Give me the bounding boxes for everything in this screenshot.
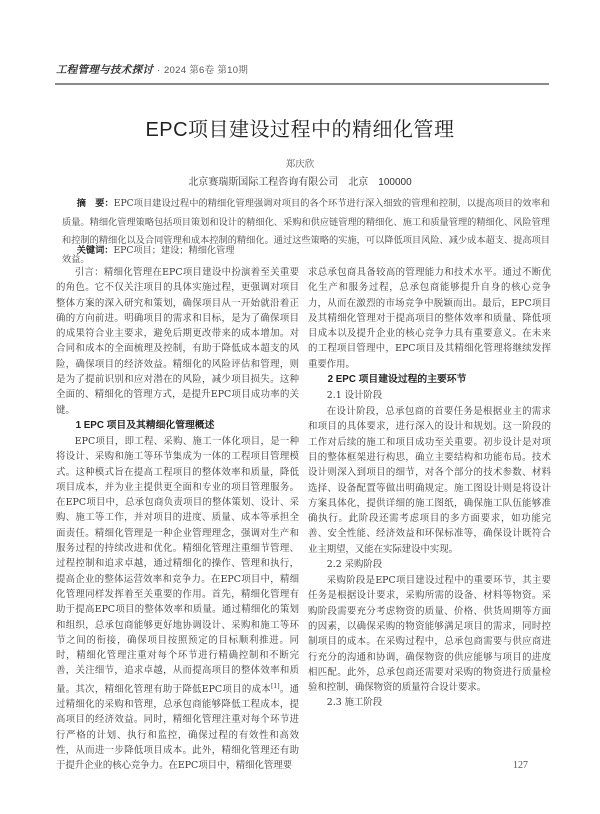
section-2-2-paragraph: 采购阶段是EPC项目建设过程中的重要环节，其主要任务是根据设计要求，采购所需的设备、材料等物资。采购阶段需要充分考虑物资的质量、价格、供货周期等方面的因素，以确保采购的物资能够满足项目的需求，同时控制项目的成本。在采购过程中，总承包商需要与供应商进行充分的沟通和协调，确保物资的供应能够与项目的进度相匹配。此外，总承包商还需要对采购的物资进行质量检验和控制，确保物资的质量符合设计要求。 <box>308 575 551 694</box>
abstract-text: EPC项目建设过程中的精细化管理强调对项目的各个环节进行深入细致的管理和控制，以提高项目的效率和质量。精细化管理策略包括项目策划和设计的精细化、采购和供应链管理的精细化、施工和质量管理的精细化、风险管理和控制的精细化以及合同管理和成本控制的精细化。通过这些策略的实施，可以降低项目风险、减少成本超支、提高项目效益。 <box>62 198 551 265</box>
citation-ref[interactable]: [1] <box>271 682 280 690</box>
page-number: 127 <box>513 760 528 771</box>
section-2-heading: 2 EPC 项目建设过程的主要环节 <box>327 374 467 386</box>
section-1-paragraph-continued: 求总承包商具备较高的管理能力和技术水平。通过不断优化生产和服务过程，总承包商能够提升自身的核心竞争力，从而在激烈的市场竞争中脱颖而出。最后，EPC项目及其精细化管理对于提高项目的整体效率和质量、降低项目成本以及提升企业的核心竞争力具有重要意义。在未来的工程项目管理中，EPC项目及其精细化管理将继续发挥重要作用。 <box>308 267 551 370</box>
keywords-label: 关键词： <box>76 245 114 255</box>
section-1-heading: 1 EPC 项目及其精细化管理概述 <box>75 419 215 431</box>
abstract <box>62 194 550 269</box>
journal-name: 工程管理与技术探讨 <box>56 64 154 76</box>
body-column-right <box>308 265 551 711</box>
body-column-left <box>56 265 299 774</box>
intro-paragraph: 引言：精细化管理在EPC项目建设中扮演着至关重要的角色。它不仅关注项目的具体实施过程，更强调对项目整体方案的深入研究和策划，确保项目从一开始就沿着正确的方向前进。明确项目的需求和目标，是为了确保项目的成果符合业主要求，避免后期更改带来的成本增加。对合同和成本的全面梳理及控制，有助于降低成本超支的风险，确保项目的经济效益。精细化的风险评估和管理，则是为了提前识别和应对潜在的风险，减少项目损失。这种全面的、精细化的管理方式，是提升EPC项目成功率的关键。 <box>56 267 299 416</box>
header-divider <box>55 83 549 85</box>
article-author: 郑庆欣 <box>285 159 315 170</box>
keywords <box>62 242 550 256</box>
abstract-label: 摘 要： <box>76 198 114 208</box>
journal-header <box>56 62 248 77</box>
journal-issue-meta: 2024 第6卷 第10期 <box>163 65 249 76</box>
section-1-text-cont: 。通过精细化的采购和管理，总承包商能够降低工程成本，提高项目的经济效益。同时，精细化管理注重对每个环节进行严格的计划、执行和监控，确保过程的有效性和高效性，从而进一步降低项目成本。此外，精细化管理还有助于提升企业的核心竞争力。在EPC项目中，精细化管理要 <box>56 683 299 772</box>
section-1-text: EPC项目，即工程、采购、施工一体化项目，是一种将设计、采购和施工等环节集成为一体的工程项目管理模式。这种模式旨在提高工程项目的整体效率和质量，降低项目成本，并为业主提供更全面和专业的项目管理服务。在EPC项目中，总承包商负责项目的整体策划、设计、采购、施工等工作，并对项目的进度、质量、成本等承担全面责任。精细化管理是一种企业管理理念，强调对生产和服务过程的持续改进和优化。精细化管理注重细节管理、过程控制和追求卓越，通过精细化的操作、管理和执行，提高企业的整体运营效率和竞争力。在EPC项目中，精细化管理同样发挥着至关重要的作用。首先，精细化管理有助于提高EPC项目的整体效率和质量。通过精细化的策划和组织，总承包商能够更好地协调设计、采购和施工等环节之间的衔接，确保项目按照预定的目标顺利推进。同时，精细化管理注重对每个环节进行精确控制和不断完善，关注细节，追求卓越，从而提高项目的整体效率和质量。其次，精细化管理有助于降低EPC项目的成本 <box>56 435 299 695</box>
article-affiliation: 北京赛瑞斯国际工程咨询有限公司 北京 100000 <box>188 177 412 188</box>
section-2-1-heading: 2.1 设计阶段 <box>326 390 383 402</box>
section-2-2-heading: 2.2 采购阶段 <box>326 559 383 571</box>
section-2-1-paragraph: 在设计阶段，总承包商的首要任务是根据业主的需求和项目的具体要求，进行深入的设计和规划。这一阶段的工作对后续的施工和项目成功至关重要。初步设计是对项目的整体框架进行构思，确立主要结构和功能布局。技术设计则深入到项目的细节，对各个部分的技术参数、材料选择、设备配置等做出明确规定。施工图设计则是将设计方案具体化，提供详细的施工图纸，确保施工队伍能够准确执行。此阶段还需考虑项目的多方面要求，如功能完善、安全性能、经济效益和环保标准等，确保设计既符合业主期望，又能在实际建设中实现。 <box>308 406 551 555</box>
article-title: EPC项目建设过程中的精细化管理 <box>145 119 455 141</box>
section-1-paragraph <box>56 434 299 774</box>
keywords-text: EPC项目；建设；精细化管理 <box>113 245 235 256</box>
section-2-3-heading: 2.3 施工阶段 <box>326 697 383 709</box>
journal-separator: · <box>156 65 161 76</box>
